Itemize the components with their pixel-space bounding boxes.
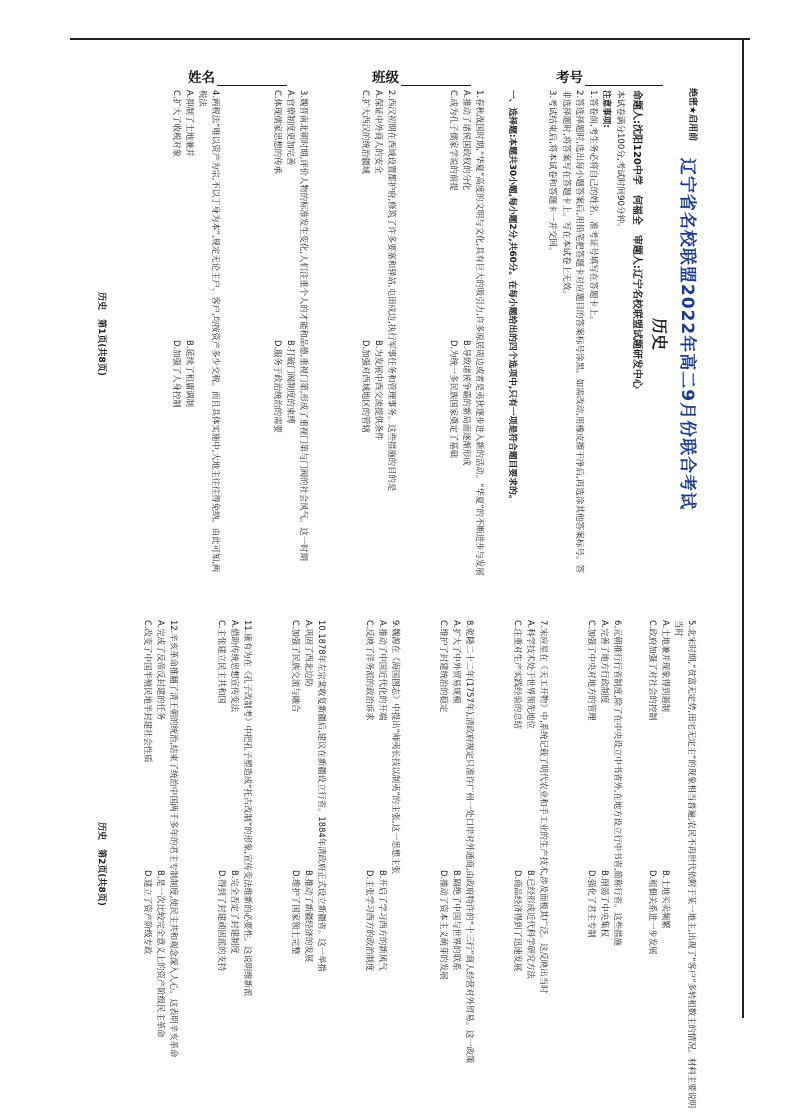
question-stem: 8.乾隆二十二年(1757年),清政府规定只准许广州一处口岸对外通商,由政府特许的“十三行”商人经营对外贸易。这一政策 — [465, 620, 475, 1064]
option-b[interactable]: B.已经形成近代科学研究方法 — [526, 870, 536, 979]
name-label: 姓名 — [188, 70, 215, 86]
question-stem: 5.北宋时期,“贫富无定势,田宅无定主”的现象相当普遍,农民不再世代依附于某一地主,出现了“客户”多转租数主的情况。材料主要说明当时 — [674, 620, 697, 1109]
option-c[interactable]: C.扩大了收税对象 — [172, 90, 182, 158]
option-b[interactable]: B.延续了租庸调制 — [185, 340, 195, 408]
option-b[interactable]: B.推动了新疆经济的发展 — [304, 870, 314, 963]
class-field[interactable] — [372, 66, 471, 86]
option-b[interactable]: B.是一次比较完全意义上的资产阶级民主革命 — [156, 870, 166, 1038]
question-8 — [437, 620, 476, 1110]
option-a[interactable]: A.官僚制度更加完善 — [286, 90, 296, 166]
question-stem: 4.两税法“唯以资产为宗,不以丁身为本”,规定无论主户、客户,均按资产多少交税。而且具体实施中,大地主往往得免纳。由此可知,两税法 — [198, 90, 221, 573]
secret-mark: 绝密★启用前 — [687, 88, 697, 142]
option-c[interactable]: C.注重对生产实践经验的总结 — [513, 620, 523, 730]
option-a[interactable]: A.借助传统思想宣传变法 — [230, 620, 240, 712]
notice-item-1: 1.答卷前,考生务必将自己的姓名、准考证号填写在答题卡上。 — [588, 90, 598, 325]
option-c[interactable]: C.政府加强了对社会的控制 — [648, 620, 658, 721]
option-c[interactable]: C.加强了中央对地方的管理 — [587, 620, 597, 721]
option-b[interactable]: B.开启了学习西方的新风气 — [378, 870, 388, 971]
exam-sheet — [88, 84, 708, 1114]
question-4 — [170, 90, 222, 580]
option-b[interactable]: B.削弱了中央集权 — [600, 870, 610, 938]
option-d[interactable]: D.维护了国家领土完整 — [291, 870, 301, 955]
question-stem: 12.辛亥革命推翻了清王朝的统治,结束了统治中国两千多年的君主专制制度,使民主共和观念深入人心。这表明辛亥革命 — [169, 620, 179, 1058]
option-a[interactable]: A.扩大了中外贸易规模 — [452, 620, 462, 704]
option-b[interactable]: B.为发展中西交流提供条件 — [374, 340, 384, 441]
question-stem: 10.1878年左宗棠收复新疆后,建议在新疆设立行省。1884年清政府正式设立新疆省。这一举措 — [317, 620, 327, 972]
notice-item-3: 3.考试结束后,将本试卷和答题卡一并交回。 — [547, 90, 558, 256]
notice-block — [545, 90, 626, 580]
notice-item-2: 2.答选择题时,选出每小题答案后,用铅笔把答题卡对应题目的答案标号涂黑。如需改动,用橡皮擦干净后,再选涂其他答案标号。答非选择题时,将答案写在答题卡上。写在本试卷上无效。 — [561, 90, 585, 574]
question-stem: 1.春秋战国时期,“华夏”高度的文明与文化,具有巨大的吸引力,许多原居周边或者是夷狄逐步进入新的活动。“华夏”的不断进步与发展 — [475, 90, 485, 576]
option-a[interactable]: A.抑制了土地兼并 — [185, 90, 195, 157]
question-stem: 11.康有为在《孔子改制考》中把孔子塑造成“托古改制”的形象,宣传变法维新的必要性。这说明维新派 — [243, 620, 253, 997]
exam-page-1 — [88, 84, 708, 584]
top-border — [70, 38, 750, 40]
option-a[interactable]: A.科学技术处于世界领先地位 — [526, 620, 536, 729]
question-stem: 9.魏源在《海国图志》中提出“师夷长技以制夷”的主张,这一思想主张 — [391, 620, 401, 874]
class-label: 班级 — [372, 70, 399, 86]
question-9 — [363, 620, 402, 1110]
option-a[interactable]: A.保证中外商人的安全 — [374, 90, 384, 174]
option-d[interactable]: D.服务于政治统治的需要 — [273, 340, 283, 433]
option-d[interactable]: D.加强对西域地区的管辖 — [361, 340, 371, 433]
authors-line: 命题人:沈阳120中学 何福全 审题人:辽宁名校联盟试题研发中心 — [631, 90, 642, 389]
question-12 — [141, 620, 180, 1110]
option-b[interactable]: B.打破门阀制度的束缚 — [286, 340, 296, 424]
question-stem: 7.宋应星在《天工开物》中,系统记载了明代农业和手工业的生产技术,涉及面极其广泛。这反映出当时 — [539, 620, 549, 994]
question-7 — [511, 620, 550, 1110]
option-c[interactable]: C.维护了封建统治的稳定 — [439, 620, 449, 713]
exam-number-label: 考号 — [556, 70, 583, 86]
option-b[interactable]: B.隔绝了中国与世界的联系 — [452, 870, 462, 971]
option-d[interactable]: D.强化了君主专制 — [587, 870, 597, 938]
name-field[interactable] — [188, 66, 287, 86]
option-b[interactable]: B.导致诸侯争霸的新局面逐渐形成 — [462, 340, 472, 466]
question-5 — [646, 620, 698, 1110]
question-6 — [585, 620, 624, 1110]
page-footer: 历史 第1页(共8页) — [96, 292, 106, 376]
option-d[interactable]: D.为统一多民族国家奠定了基础 — [449, 340, 459, 458]
option-a[interactable]: A.推动了诸侯国政权的分化 — [462, 90, 472, 191]
option-a[interactable]: A.完成了反帝反封建的任务 — [156, 620, 166, 721]
option-c[interactable]: C.加强了民族交流与融合 — [291, 620, 301, 713]
option-c[interactable]: C.扩大西汉的统治疆域 — [361, 90, 371, 174]
option-c[interactable]: C.主张建立民主共和国 — [217, 620, 227, 704]
option-b[interactable]: B.土地买卖频繁 — [661, 870, 671, 929]
option-a[interactable]: A.推动了中国近代化的开端 — [378, 620, 388, 721]
question-stem: 3.魏晋南北朝时期,评价人物的标准发生变化,人们注重个人的才能和品德,重视门第,形成了重视门第与门阀的社会风气。这一时期 — [299, 90, 309, 561]
exam-page-2 — [88, 614, 708, 1114]
exam-number-field[interactable] — [556, 66, 663, 86]
option-d[interactable]: D.建立了资产阶级专政 — [143, 870, 153, 955]
option-b[interactable]: B.完全否定了封建制度 — [230, 870, 240, 954]
question-stem: 2.西汉初期在西域设置都护府,修筑了许多要塞和驿站,屯田戍边,执行军事任务和管理事务。这些措施的目的是 — [387, 90, 397, 492]
option-c[interactable]: C.改变了中国半殖民地半封建社会性质 — [143, 620, 153, 763]
right-border — [742, 38, 744, 1018]
notice-title: 注意事项: — [601, 90, 612, 128]
option-d[interactable]: D.得到了封建顽固派的支持 — [217, 870, 227, 972]
page-footer: 历史 第2页(共8页) — [96, 822, 106, 906]
section-heading: 一、选择题:本题共30小题,每小题2分,共60分。在每小题给出的四个选项中,只有一项是符合题目要求的。 — [507, 90, 517, 504]
question-stem: 6.元朝推行行省制度,除了在中央设立中书省外,在地方设立行中书省,简称行省。这些措施 — [613, 620, 623, 946]
option-a[interactable]: A.巩固了西北边防 — [304, 620, 314, 687]
exam-title: 辽宁省名校联盟2022年高二9月份联合考试 — [677, 157, 697, 511]
notice-intro: 本试卷满分100分,考试时间90分钟。 — [615, 90, 625, 232]
option-d[interactable]: D.推动了资本主义萌芽的发展 — [439, 870, 449, 980]
question-11 — [215, 620, 254, 1110]
option-d[interactable]: D.商品经济得到了迅速发展 — [513, 870, 523, 972]
option-a[interactable]: A.完善了地方行政制度 — [600, 620, 610, 704]
question-10 — [289, 620, 328, 1110]
option-d[interactable]: D.加强了人身控制 — [172, 340, 182, 408]
question-3 — [271, 90, 310, 580]
option-c[interactable]: C.体现儒家思想的传承 — [273, 90, 283, 174]
question-1 — [447, 90, 486, 580]
option-d[interactable]: D.主张学习西方的政治制度 — [365, 870, 375, 972]
option-c[interactable]: C.成为孔子儒家学说的前提 — [449, 90, 459, 191]
subject-title: 历史 — [650, 317, 669, 350]
option-a[interactable]: A.土地兼并现象得到遏制 — [661, 620, 671, 712]
option-d[interactable]: D.租佃关系进一步发展 — [648, 870, 658, 955]
question-2 — [359, 90, 398, 580]
option-c[interactable]: C.反映了洋务派的政治诉求 — [365, 620, 375, 721]
